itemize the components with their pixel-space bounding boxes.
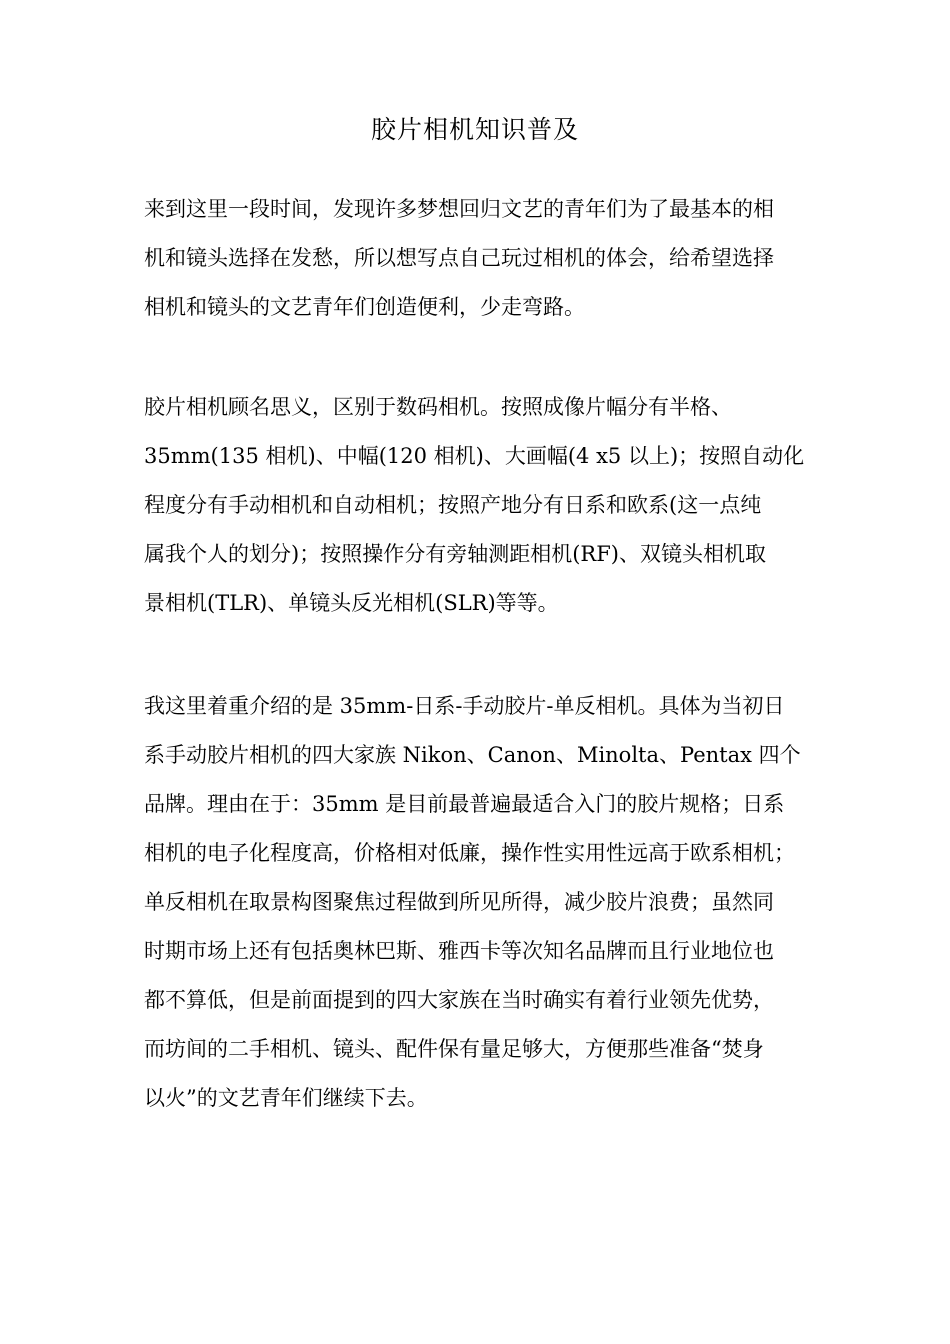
paragraph-line: 而坊间的二手相机、镜头、配件保有量足够大，方便那些准备“焚身 <box>144 1037 764 1061</box>
paragraph-line: 胶片相机顾名思义，区别于数码相机。按照成像片幅分有半格、 <box>144 395 732 419</box>
paragraph-line: 属我个人的划分)；按照操作分有旁轴测距相机(RF)、双镜头相机取 <box>144 542 766 566</box>
paragraph-line: 相机的电子化程度高，价格相对低廉，操作性实用性远高于欧系相机； <box>144 841 795 865</box>
paragraph-line: 相机和镜头的文艺青年们创造便利，少走弯路。 <box>144 295 585 319</box>
paragraph-line: 以火”的文艺青年们继续下去。 <box>144 1086 428 1110</box>
paragraph-line: 我这里着重介绍的是 35mm-日系-手动胶片-单反相机。具体为当初日 <box>144 694 785 718</box>
paragraph-line: 程度分有手动相机和自动相机；按照产地分有日系和欧系(这一点纯 <box>144 493 762 517</box>
paragraph-line: 都不算低，但是前面提到的四大家族在当时确实有着行业领先优势， <box>144 988 774 1012</box>
paragraph-line: 时期市场上还有包括奥林巴斯、雅西卡等次知名品牌而且行业地位也 <box>144 939 774 963</box>
paragraph-intro <box>144 185 808 332</box>
document-title: 胶片相机知识普及 <box>370 115 579 144</box>
paragraph-line: 机和镜头选择在发愁，所以想写点自己玩过相机的体会，给希望选择 <box>144 246 774 270</box>
paragraph-line: 景相机(TLR)、单镜头反光相机(SLR)等等。 <box>144 591 559 615</box>
paragraph-line: 35mm(135 相机)、中幅(120 相机)、大画幅(4 x5 以上)；按照自动化 <box>144 444 805 468</box>
paragraph-focus <box>144 682 808 1123</box>
paragraph-line: 单反相机在取景构图聚焦过程做到所见所得，减少胶片浪费；虽然同 <box>144 890 774 914</box>
paragraph-line: 品牌。理由在于：35mm 是目前最普遍最适合入门的胶片规格；日系 <box>144 792 785 816</box>
paragraph-line: 系手动胶片相机的四大家族 Nikon、Canon、Minolta、Pentax 四个 <box>144 743 801 767</box>
paragraph-classification <box>144 383 808 628</box>
paragraph-line: 来到这里一段时间，发现许多梦想回归文艺的青年们为了最基本的相 <box>144 197 774 221</box>
